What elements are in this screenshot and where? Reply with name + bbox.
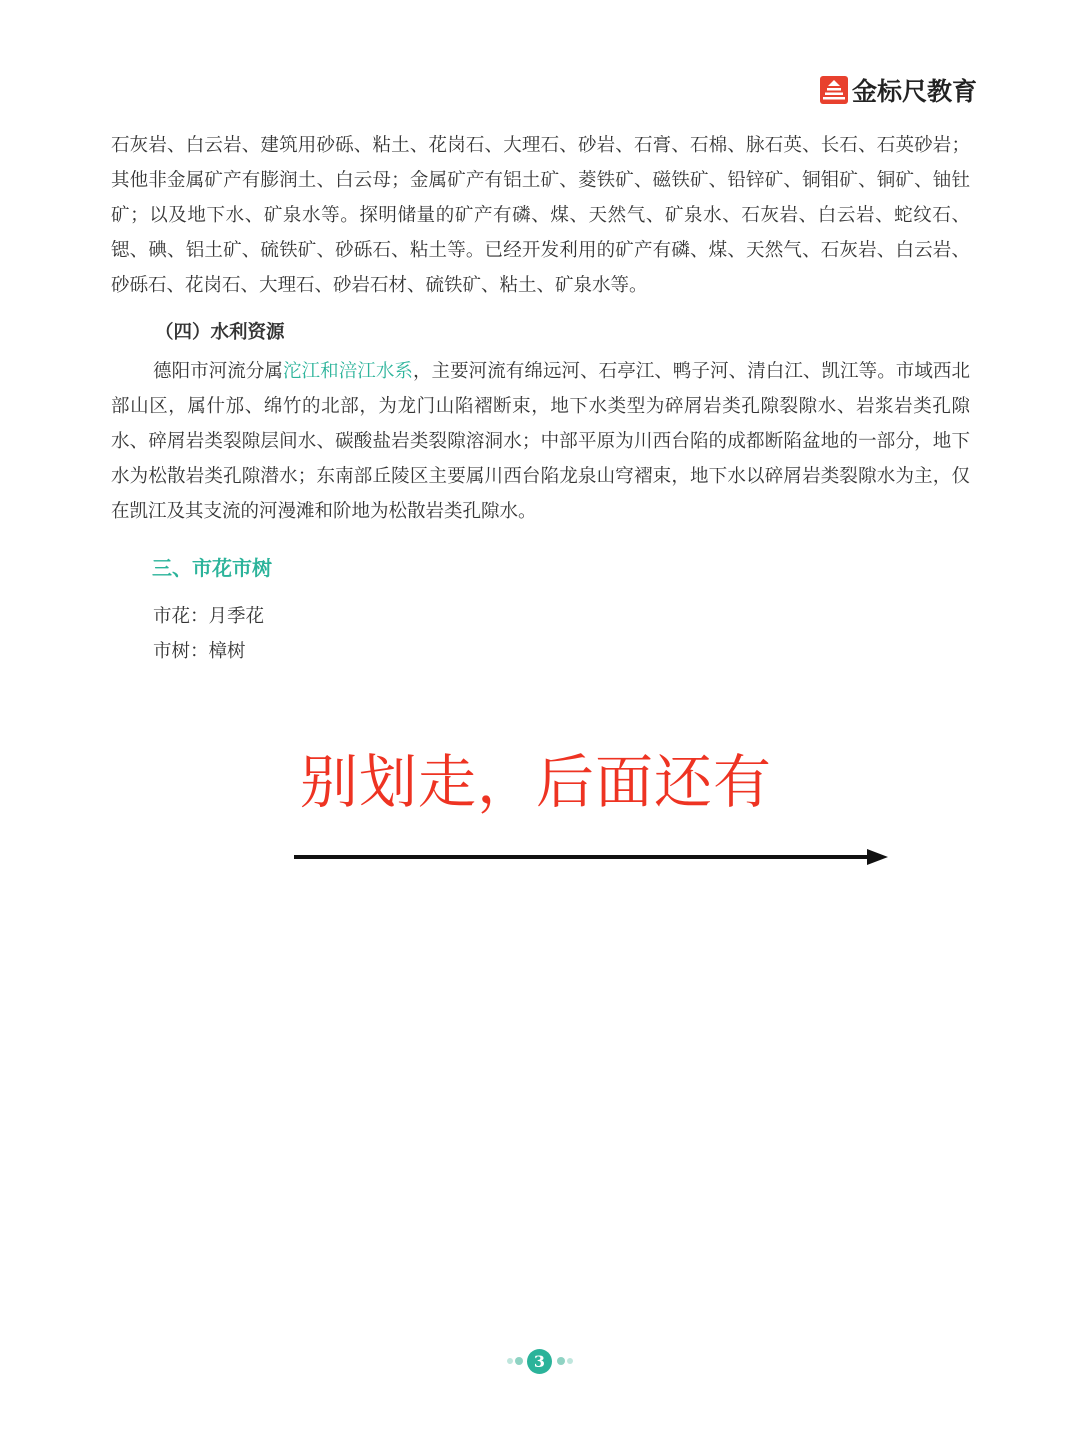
page-number-badge: 3 bbox=[527, 1349, 552, 1374]
dont-swipe-banner: 别划走，后面还有 bbox=[300, 748, 773, 816]
right-arrow-icon bbox=[292, 846, 892, 868]
water-resources-heading: （四）水利资源 bbox=[155, 322, 285, 343]
pagoda-logo-icon bbox=[820, 76, 848, 104]
water-text-rest: ，主要河流有绵远河、石亭江、鸭子河、清白江、凯江等。市域西北部山区，属什邡、绵竹的北部，为龙门山陷褶断束，地下水类型为碎屑岩类孔隙裂隙水、岩浆岩类孔隙水、碎屑岩类裂隙层间水、碳酸盐岩类裂隙溶洞水；中部平原为川西台陷的成都断陷盆地的一部分，地下水为松散岩类孔隙潜水；东南部丘陵区主要属川西台陷龙泉山穹褶束，地下水以碎屑岩类裂隙水为主，仅在凯江及其支流的河漫滩和阶地为松散岩类孔隙水。 bbox=[111, 361, 970, 522]
city-flower-line: 市花：月季花 bbox=[153, 606, 265, 627]
section-heading-city-symbols: 三、市花市树 bbox=[152, 556, 272, 580]
water-text-prefix: 德阳市河流分属 bbox=[153, 361, 283, 382]
minerals-paragraph: 石灰岩、白云岩、建筑用砂砾、粘土、花岗石、大理石、砂岩、石膏、石棉、脉石英、长石、石英砂岩；其他非金属矿产有膨润土、白云母；金属矿产有铝土矿、菱铁矿、磁铁矿、铅锌矿、铜钼矿、铜矿、铀钍矿；以及地下水、矿泉水等。探明储量的矿产有磷、煤、天然气、矿泉水、石灰岩、白云岩、蛇纹石、锶、碘、铝土矿、硫铁矿、砂砾石、粘土等。已经开发利用的矿产有磷、煤、天然气、石灰岩、白云岩、砂砾石、花岗石、大理石、砂岩石材、硫铁矿、粘土、矿泉水等。 bbox=[111, 135, 970, 296]
brand-name: 金标尺教育 bbox=[852, 77, 978, 106]
brand-logo bbox=[820, 74, 977, 106]
water-system-highlight: 沱江和涪江水系 bbox=[282, 361, 413, 382]
city-tree-line: 市树：樟树 bbox=[153, 641, 246, 662]
water-resources-paragraph bbox=[111, 354, 970, 529]
